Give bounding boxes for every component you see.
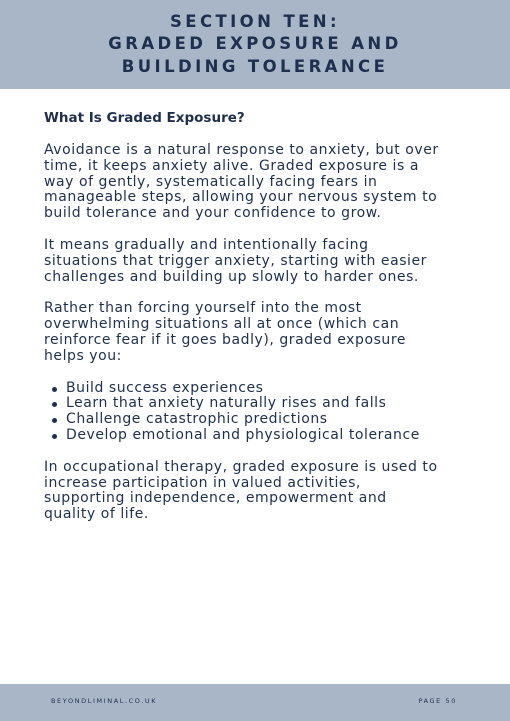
footer-website: BEYONDLIMINAL.CO.UK xyxy=(51,697,158,705)
paragraph-line: way of gently, systematically facing fears in xyxy=(44,173,378,190)
paragraph-line: quality of life. xyxy=(44,506,149,523)
paragraph-line: helps you: xyxy=(44,347,122,364)
paragraph-line: situations that trigger anxiety, starting with easier xyxy=(44,252,427,269)
list-item-text: Learn that anxiety naturally rises and falls xyxy=(66,395,387,412)
page-header xyxy=(0,0,510,89)
paragraph-line: reinforce fear if it goes badly), graded exposure xyxy=(44,331,406,348)
paragraph-line: time, it keeps anxiety alive. Graded exposure is a xyxy=(44,157,419,174)
paragraph-line: supporting independence, empowerment and xyxy=(44,490,387,507)
paragraph-line: overwhelming situations all at once (which can xyxy=(44,316,400,333)
paragraph-line: Rather than forcing yourself into the most xyxy=(44,300,362,317)
paragraph-line: build tolerance and your confidence to grow. xyxy=(44,205,382,222)
paragraph-line: It means gradually and intentionally facing xyxy=(44,236,369,253)
section-subtitle: What Is Graded Exposure? xyxy=(44,110,245,126)
list-item-text: Build success experiences xyxy=(66,379,264,396)
bullet-icon xyxy=(52,434,57,439)
bullet-icon xyxy=(52,402,57,407)
section-title-line-3: BUILDING TOLERANCE xyxy=(121,56,389,76)
paragraph-line: In occupational therapy, graded exposure is used to xyxy=(44,458,438,475)
footer-page-number: PAGE 50 xyxy=(418,697,457,705)
list-item-text: Develop emotional and physiological tolerance xyxy=(66,426,420,443)
bullet-icon xyxy=(52,387,57,392)
paragraph-meaning xyxy=(44,238,484,285)
page-footer xyxy=(0,684,510,721)
paragraph-line: Avoidance is a natural response to anxiety, but over xyxy=(44,142,439,158)
section-title-line-1: SECTION TEN: xyxy=(170,11,340,31)
paragraph-line: challenges and building up slowly to harder ones. xyxy=(44,268,419,285)
list-item xyxy=(52,381,484,397)
section-title-line-2: GRADED EXPOSURE AND xyxy=(108,34,402,54)
paragraph-intro xyxy=(44,143,484,222)
bullet-icon xyxy=(52,418,57,423)
list-item-text: Challenge catastrophic predictions xyxy=(66,411,328,428)
paragraph-closing xyxy=(44,460,484,523)
benefits-list xyxy=(44,381,484,444)
paragraph-line: manageable steps, allowing your nervous system to xyxy=(44,189,438,206)
list-item xyxy=(52,428,484,444)
list-item xyxy=(52,396,484,412)
paragraph-benefits-intro xyxy=(44,301,484,364)
list-item xyxy=(52,412,484,428)
page-content xyxy=(44,109,484,539)
paragraph-line: increase participation in valued activities, xyxy=(44,474,361,491)
